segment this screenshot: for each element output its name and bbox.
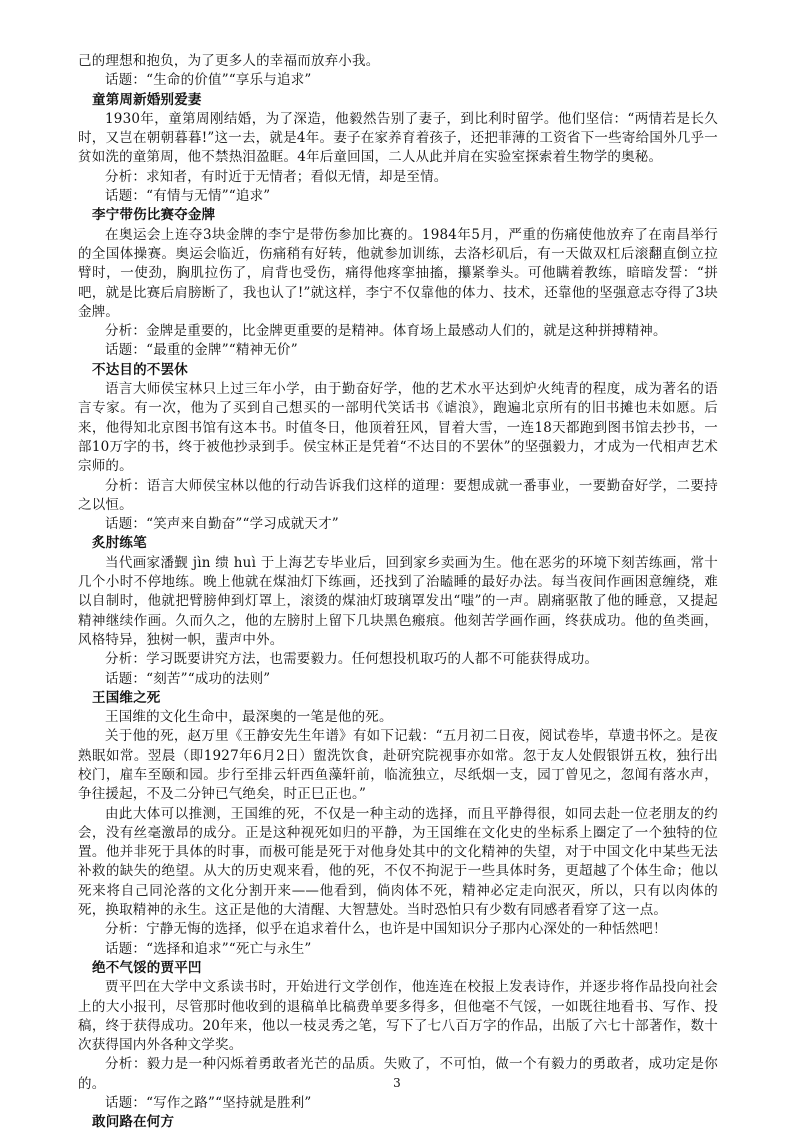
paragraph: 话题：“生命的价值”“享乐与追求” [105,72,312,89]
paragraph: 分析：金牌是重要的，比金牌更重要的是精神。体育场上最感动人们的，就是这种拼搏精神。 [105,323,667,340]
document-body [78,52,718,1133]
paragraph: 话题：“有情与无情”“追求” [105,188,271,205]
paragraph: 话题：“笑声来自勤奋”“学习成就天才” [105,516,339,533]
section-heading: 李宁带伤比赛夺金牌 [92,207,216,224]
paragraph: 当代画家潘觐 jìn 缋 huì 于上海艺专毕业后，回到家乡卖画为生。他在恶劣的环境下刻苦练画，常十几个小时不停地练。晚上他就在煤油灯下练画，还找到了治瞌睡的最好办法。每当夜间作画困意缠绕，难以自制时，他就把臂膀伸到灯罩上，滚烫的煤油灯玻璃罩发出“嗤”的一声。剧痛驱散了他的睡意，又提起精神继续作画。久而久之，他的左膀肘上留下几块黑色瘢痕。他刻苦学画作画，终获成功。他的鱼类画，风格特异，独树一帜，蜚声中外。 [78,554,718,648]
section-heading: 童第周新婚别爱妻 [92,91,202,108]
paragraph: 话题：“刻苦”“成功的法则” [105,670,271,687]
paragraph: 分析：语言大师侯宝林以他的行动告诉我们这样的道理：要想成就一番事业，一要勤奋好学，二要持之以恒。 [78,477,718,513]
section-heading: 敢问路在何方 [92,1114,175,1131]
paragraph: 话题：“最重的金牌”“精神无价” [105,342,298,359]
paragraph: 在奥运会上连夺3块金牌的李宁是带伤参加比赛的。1984年5月，严重的伤痛使他放弃了在南昌举行的全国体操赛。奥运会临近，伤痛稍有好转，他就参加训练，去洛杉矶后，有一天做双杠后滚翻直倒立拉臂时，一使劲，胸肌拉伤了，肩背也受伤，痛得他疼挛抽搐，攥紧拳头。可他瞒着教练，暗暗发誓：“拼吧，就是比赛后肩膀断了，我也认了!”就这样，李宁不仅靠他的体力、技术，还靠他的坚强意志夺得了3块金牌。 [78,226,718,320]
paragraph: 关于他的死，赵万里《王静安先生年谱》有如下记载：“五月初二日夜，阅试卷毕，草遗书怀之。是夜熟眠如常。翌晨（即1927年6月2日）盥洗饮食，赴研究院视事亦如常。忽于友人处假银饼五枚，独行出校门，雇车至颐和园。步行至排云轩西鱼藻轩前，临流独立，尽纸烟一支，园丁曾见之，忽闻有落水声，争往援起，不及二分钟已气绝矣，时正巳正也。” [78,728,718,803]
paragraph: 1930年，童第周刚结婚，为了深造，他毅然告别了妻子，到比利时留学。他们坚信：“两情若是长久时，又岂在朝朝暮暮!”这一去，就是4年。妻子在家养育着孩子，还把菲薄的工资省下一些寄给国外几乎一贫如洗的童第周，他不禁热泪盈眶。4年后童回国，二人从此并肩在实验室探索着生物学的奥秘。 [78,110,718,166]
paragraph: 语言大师侯宝林只上过三年小学，由于勤奋好学，他的艺术水平达到炉火纯青的程度，成为著名的语言专家。有一次，他为了买到自己想买的一部明代笑话书《谑浪》，跑遍北京所有的旧书摊也未如愿。后来，他得知北京图书馆有这本书。时值冬日，他顶着狂风，冒着大雪，一连18天都跑到图书馆去抄书，一部10万字的书，终于被他抄录到手。侯宝林正是凭着“不达目的不罢休”的坚强毅力，才成为一代相声艺术宗师的。 [78,381,718,475]
page-number: 3 [393,1076,401,1090]
paragraph: 分析：毅力是一种闪烁着勇敢者光芒的品质。失败了，不可怕，做一个有毅力的勇敢者，成功定是你的。 [78,1056,718,1092]
paragraph: 话题：“写作之路”“坚持就是胜利” [105,1095,312,1112]
paragraph: 分析：求知者，有时近于无情者；看似无情，却是至情。 [105,168,448,185]
paragraph: 贾平凹在大学中文系读书时，开始进行文学创作，他连连在校报上发表诗作，并逐步将作品投向社会上的大小报刊，尽管那时他收到的退稿单比稿费单要多得多，但他毫不气馁，一如既往地看书、写作、投稿，终于获得成功。20年来，他以一枝灵秀之笔，写下了七八百万字的作品，出版了六七十部著作，数十次获得国内外各种文学奖。 [78,979,718,1054]
section-heading: 绝不气馁的贾平凹 [92,959,202,976]
section-heading: 王国维之死 [92,689,161,706]
paragraph: 分析：学习既要讲究方法，也需要毅力。任何想投机取巧的人都不可能获得成功。 [105,651,599,668]
paragraph: 己的理想和抱负，为了更多人的幸福而放弃小我。 [78,53,380,69]
section-heading: 不达目的不罢休 [92,361,188,378]
paragraph: 王国维的文化生命中，最深奥的一笔是他的死。 [105,709,393,726]
paragraph: 话题：“选择和追求”“死亡与永生” [105,940,312,957]
paragraph: 分析：宁静无悔的选择，似乎在追求着什么，也许是中国知识分子那内心深处的一种恬然吧！ [105,921,667,938]
section-heading: 炙肘练笔 [92,535,147,552]
paragraph: 由此大体可以推测，王国维的死，不仅是一种主动的选择，而且平静得很，如同去赴一位老朋友的约会，没有丝毫激昂的成分。正是这种视死如归的平静，为王国维在文化史的坐标系上圈定了一个独特的位置。他并非死于具体的时事，而极可能是死于对他身处其中的文化精神的失望，对于中国文化中某些无法补救的缺失的绝望。从大的历史观来看，他的死，不仅不拘泥于一些具体时务，更超越了个体生命；他以死来将自己同沦落的文化分割开来——他看到，倘肉体不死，精神必定走向泯灭，所以，只有以肉体的死，换取精神的永生。这正是他的大清醒、大智慧处。当时恐怕只有少数有同感者看穿了这一点。 [78,805,718,919]
